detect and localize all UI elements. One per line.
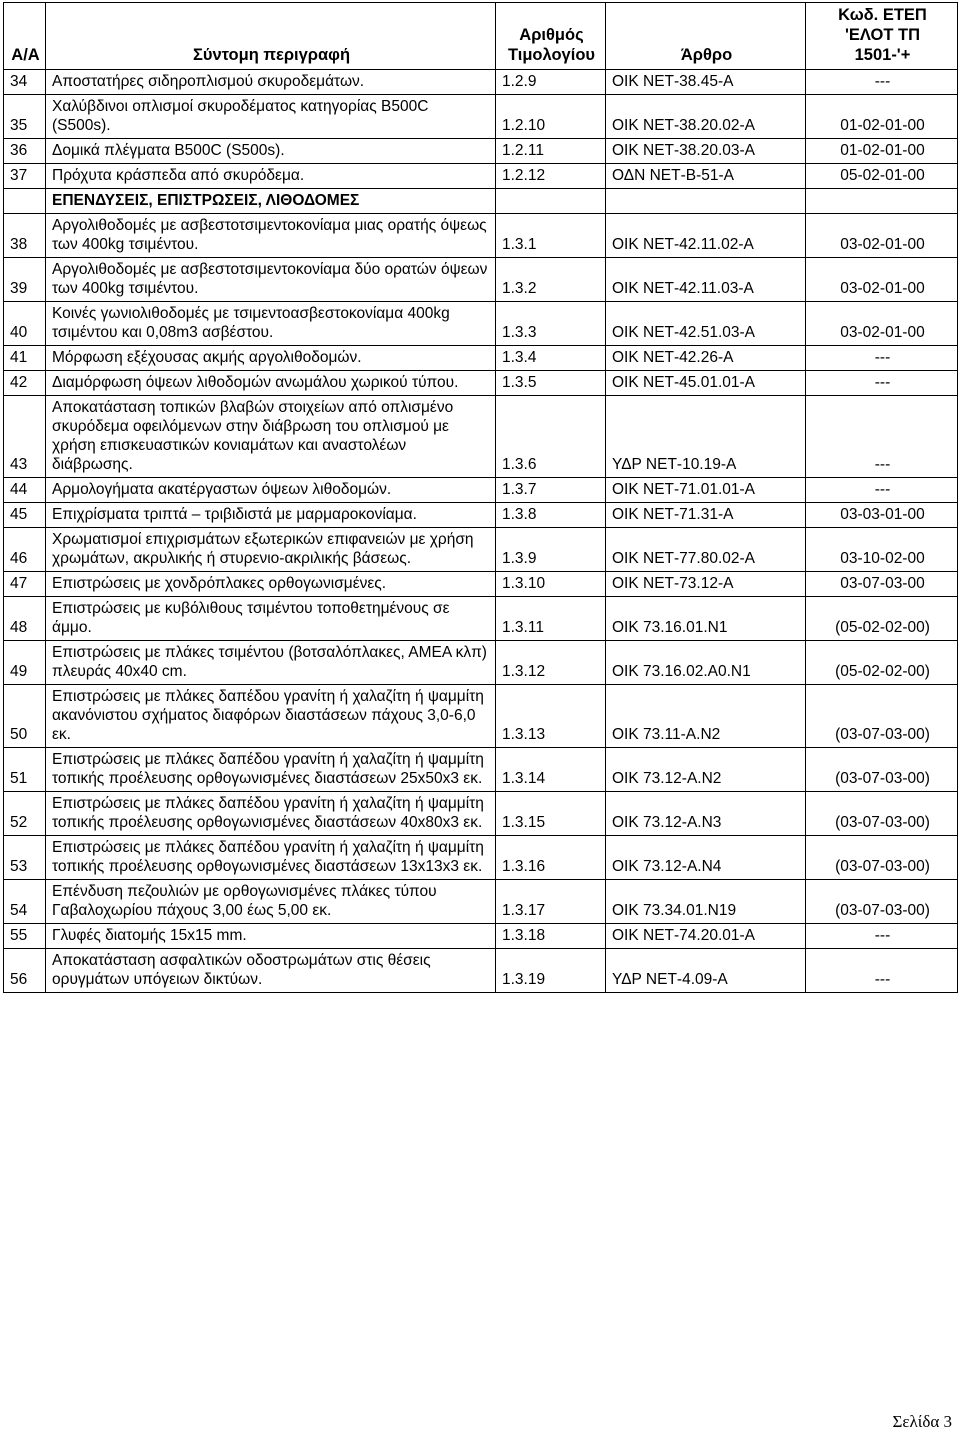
row-price-number: 1.3.18 (496, 924, 606, 949)
header-aa: Α/Α (4, 3, 46, 70)
row-article: ΟΙΚ ΝΕΤ-38.20.03-Α (606, 139, 806, 164)
row-number: 40 (4, 302, 46, 346)
table-row (4, 346, 958, 371)
row-price-number: 1.3.8 (496, 503, 606, 528)
row-price-number: 1.3.7 (496, 478, 606, 503)
row-number: 50 (4, 685, 46, 748)
row-price-number: 1.3.9 (496, 528, 606, 572)
row-article: ΟΙΚ ΝΕΤ-38.20.02-Α (606, 95, 806, 139)
row-number: 52 (4, 792, 46, 836)
row-number: 54 (4, 880, 46, 924)
row-description: Μόρφωση εξέχουσας ακμής αργολιθοδομών. (46, 346, 496, 371)
row-etep-code: (03-07-03-00) (806, 792, 958, 836)
row-description: Επιστρώσεις με πλάκες δαπέδου γρανίτη ή χαλαζίτη ή ψαμμίτη ακανόνιστου σχήματος διαφόρων διαστάσεων πάχους 3,0-6,0 εκ. (46, 685, 496, 748)
table-row (4, 258, 958, 302)
row-etep-code: 03-10-02-00 (806, 528, 958, 572)
row-etep-code: 03-07-03-00 (806, 572, 958, 597)
row-etep-code: --- (806, 478, 958, 503)
row-price-number: 1.3.16 (496, 836, 606, 880)
table-row (4, 685, 958, 748)
header-etep-code-line2: 'ΕΛΟΤ ΤΠ (845, 26, 920, 44)
row-article: ΟΙΚ ΝΕΤ-71.31-Α (606, 503, 806, 528)
row-number: 49 (4, 641, 46, 685)
row-number: 45 (4, 503, 46, 528)
row-number: 41 (4, 346, 46, 371)
row-description: Επιστρώσεις με πλάκες δαπέδου γρανίτη ή χαλαζίτη ή ψαμμίτη τοπικής προέλευσης ορθογωνισμένες διαστάσεων 13x13x3 εκ. (46, 836, 496, 880)
row-description: Επιστρώσεις με κυβόλιθους τσιμέντου τοποθετημένους σε άμμο. (46, 597, 496, 641)
row-price-number: 1.3.15 (496, 792, 606, 836)
row-price-number: 1.3.6 (496, 396, 606, 478)
row-article: ΟΙΚ 73.11-Α.Ν2 (606, 685, 806, 748)
row-price-number: 1.3.5 (496, 371, 606, 396)
header-price-number-line1: Αριθμός (519, 26, 584, 44)
table-row (4, 371, 958, 396)
row-number: 47 (4, 572, 46, 597)
row-etep-code: 03-02-01-00 (806, 302, 958, 346)
row-price-number: 1.3.19 (496, 949, 606, 993)
row-description: Επένδυση πεζουλιών με ορθογωνισμένες πλάκες τύπου Γαβαλοχωρίου πάχους 3,00 έως 5,00 εκ. (46, 880, 496, 924)
row-etep-code: --- (806, 346, 958, 371)
row-description: Αποστατήρες σιδηροπλισμού σκυροδεμάτων. (46, 70, 496, 95)
row-article: ΟΙΚ 73.12-Α.Ν2 (606, 748, 806, 792)
row-article: ΟΙΚ 73.16.01.Ν1 (606, 597, 806, 641)
row-etep-code: (03-07-03-00) (806, 748, 958, 792)
row-price-number: 1.3.4 (496, 346, 606, 371)
row-etep-code: 05-02-01-00 (806, 164, 958, 189)
row-price-number: 1.3.12 (496, 641, 606, 685)
table-body (4, 70, 958, 993)
row-article: ΟΙΚ ΝΕΤ-42.11.03-Α (606, 258, 806, 302)
table-row (4, 95, 958, 139)
row-etep-code: --- (806, 70, 958, 95)
row-price-number: 1.3.1 (496, 214, 606, 258)
row-etep-code: --- (806, 949, 958, 993)
row-etep-code (806, 189, 958, 214)
row-description: Χαλύβδινοι οπλισμοί σκυροδέματος κατηγορίας B500C (S500s). (46, 95, 496, 139)
row-article (606, 189, 806, 214)
row-article: ΥΔΡ ΝΕΤ-10.19-Α (606, 396, 806, 478)
table-row (4, 214, 958, 258)
row-article: ΟΙΚ 73.12-Α.Ν4 (606, 836, 806, 880)
row-article: ΟΙΚ ΝΕΤ-77.80.02-Α (606, 528, 806, 572)
row-description: Χρωματισμοί επιχρισμάτων εξωτερικών επιφανειών με χρήση χρωμάτων, ακρυλικής ή στυρενιο-ακριλικής βάσεως. (46, 528, 496, 572)
row-number: 42 (4, 371, 46, 396)
header-price-number (496, 3, 606, 70)
row-article: ΟΙΚ ΝΕΤ-45.01.01-Α (606, 371, 806, 396)
row-article: ΟΙΚ ΝΕΤ-71.01.01-Α (606, 478, 806, 503)
row-price-number: 1.2.9 (496, 70, 606, 95)
table-row (4, 949, 958, 993)
table-row (4, 302, 958, 346)
row-article: ΥΔΡ ΝΕΤ-4.09-Α (606, 949, 806, 993)
row-number: 37 (4, 164, 46, 189)
row-number: 43 (4, 396, 46, 478)
row-number: 48 (4, 597, 46, 641)
row-article: ΟΔΝ ΝΕΤ-Β-51-Α (606, 164, 806, 189)
table-row (4, 572, 958, 597)
header-etep-code (806, 3, 958, 70)
row-number: 51 (4, 748, 46, 792)
page-number: Σελίδα 3 (892, 1412, 952, 1431)
header-etep-code-line1: Κωδ. ΕΤΕΠ (838, 6, 927, 24)
row-etep-code: 03-02-01-00 (806, 258, 958, 302)
row-etep-code: 03-03-01-00 (806, 503, 958, 528)
row-article: ΟΙΚ ΝΕΤ-73.12-Α (606, 572, 806, 597)
table-row (4, 189, 958, 214)
table-row (4, 641, 958, 685)
table-row (4, 164, 958, 189)
row-etep-code: (03-07-03-00) (806, 836, 958, 880)
row-description: Επιστρώσεις με χονδρόπλακες ορθογωνισμένες. (46, 572, 496, 597)
row-number: 38 (4, 214, 46, 258)
row-description: Γλυφές διατομής 15x15 mm. (46, 924, 496, 949)
table-row (4, 70, 958, 95)
row-price-number: 1.2.10 (496, 95, 606, 139)
row-number: 34 (4, 70, 46, 95)
row-etep-code: 03-02-01-00 (806, 214, 958, 258)
row-number (4, 189, 46, 214)
table-row (4, 478, 958, 503)
row-number: 44 (4, 478, 46, 503)
row-price-number: 1.2.11 (496, 139, 606, 164)
row-etep-code: (05-02-02-00) (806, 597, 958, 641)
row-article: ΟΙΚ ΝΕΤ-42.26-Α (606, 346, 806, 371)
row-description: Κοινές γωνιολιθοδομές με τσιμεντοασβεστοκονίαμα 400kg τσιμέντου και 0,08m3 ασβέστου. (46, 302, 496, 346)
row-article: ΟΙΚ 73.34.01.Ν19 (606, 880, 806, 924)
row-description: Επιχρίσματα τριπτά – τριβιδιστά με μαρμαροκονίαμα. (46, 503, 496, 528)
row-description: Αποκατάσταση τοπικών βλαβών στοιχείων από οπλισμένο σκυρόδεμα οφειλόμενων στην διάβρωση του οπλισμού με χρήση επισκευαστικών κονιαμάτων και αναστολέων διάβρωσης. (46, 396, 496, 478)
row-description: ΕΠΕΝΔΥΣΕΙΣ, ΕΠΙΣΤΡΩΣΕΙΣ, ΛΙΘΟΔΟΜΕΣ (46, 189, 496, 214)
row-etep-code: 01-02-01-00 (806, 139, 958, 164)
table-row (4, 528, 958, 572)
table-row (4, 792, 958, 836)
price-table (3, 2, 958, 993)
row-number: 39 (4, 258, 46, 302)
header-description: Σύντομη περιγραφή (46, 3, 496, 70)
row-description: Επιστρώσεις με πλάκες δαπέδου γρανίτη ή χαλαζίτη ή ψαμμίτη τοπικής προέλευσης ορθογωνισμένες διαστάσεων 40x80x3 εκ. (46, 792, 496, 836)
row-description: Δομικά πλέγματα B500C (S500s). (46, 139, 496, 164)
table-row (4, 880, 958, 924)
row-number: 53 (4, 836, 46, 880)
table-header-row (4, 3, 958, 70)
row-number: 36 (4, 139, 46, 164)
row-price-number: 1.3.17 (496, 880, 606, 924)
row-number: 35 (4, 95, 46, 139)
row-description: Αρμολογήματα ακατέργαστων όψεων λιθοδομών. (46, 478, 496, 503)
row-etep-code: --- (806, 924, 958, 949)
row-number: 55 (4, 924, 46, 949)
row-price-number: 1.3.14 (496, 748, 606, 792)
row-number: 46 (4, 528, 46, 572)
row-article: ΟΙΚ ΝΕΤ-42.11.02-Α (606, 214, 806, 258)
row-etep-code: (03-07-03-00) (806, 880, 958, 924)
row-price-number: 1.3.2 (496, 258, 606, 302)
table-row (4, 924, 958, 949)
row-price-number: 1.3.3 (496, 302, 606, 346)
header-price-number-line2: Τιμολογίου (507, 46, 596, 64)
header-etep-code-line3: 1501-'+ (854, 46, 911, 64)
row-etep-code: 01-02-01-00 (806, 95, 958, 139)
row-article: ΟΙΚ 73.12-Α.Ν3 (606, 792, 806, 836)
row-number: 56 (4, 949, 46, 993)
table-row (4, 139, 958, 164)
table-row (4, 836, 958, 880)
table-row (4, 503, 958, 528)
header-article: Άρθρο (606, 3, 806, 70)
row-price-number: 1.3.10 (496, 572, 606, 597)
row-etep-code: --- (806, 396, 958, 478)
row-price-number: 1.3.13 (496, 685, 606, 748)
row-price-number (496, 189, 606, 214)
row-article: ΟΙΚ ΝΕΤ-38.45-Α (606, 70, 806, 95)
row-description: Διαμόρφωση όψεων λιθοδομών ανωμάλου χωρικού τύπου. (46, 371, 496, 396)
row-etep-code: (05-02-02-00) (806, 641, 958, 685)
row-article: ΟΙΚ ΝΕΤ-74.20.01-Α (606, 924, 806, 949)
row-article: ΟΙΚ 73.16.02.Α0.Ν1 (606, 641, 806, 685)
row-description: Πρόχυτα κράσπεδα από σκυρόδεμα. (46, 164, 496, 189)
table-row (4, 597, 958, 641)
row-description: Αργολιθοδομές με ασβεστοτσιμεντοκονίαμα δύο ορατών όψεων των 400kg τσιμέντου. (46, 258, 496, 302)
row-price-number: 1.2.12 (496, 164, 606, 189)
table-row (4, 396, 958, 478)
table-row (4, 748, 958, 792)
row-description: Αποκατάσταση ασφαλτικών οδοστρωμάτων στις θέσεις ορυγμάτων υπόγειων δικτύων. (46, 949, 496, 993)
row-description: Επιστρώσεις με πλάκες δαπέδου γρανίτη ή χαλαζίτη ή ψαμμίτη τοπικής προέλευσης ορθογωνισμένες διαστάσεων 25x50x3 εκ. (46, 748, 496, 792)
row-etep-code: --- (806, 371, 958, 396)
row-price-number: 1.3.11 (496, 597, 606, 641)
row-etep-code: (03-07-03-00) (806, 685, 958, 748)
row-description: Επιστρώσεις με πλάκες τσιμέντου (βοτσαλόπλακες, ΑΜΕΑ κλπ) πλευράς 40x40 cm. (46, 641, 496, 685)
row-description: Αργολιθοδομές με ασβεστοτσιμεντοκονίαμα μιας ορατής όψεως των 400kg τσιμέντου. (46, 214, 496, 258)
row-article: ΟΙΚ ΝΕΤ-42.51.03-Α (606, 302, 806, 346)
